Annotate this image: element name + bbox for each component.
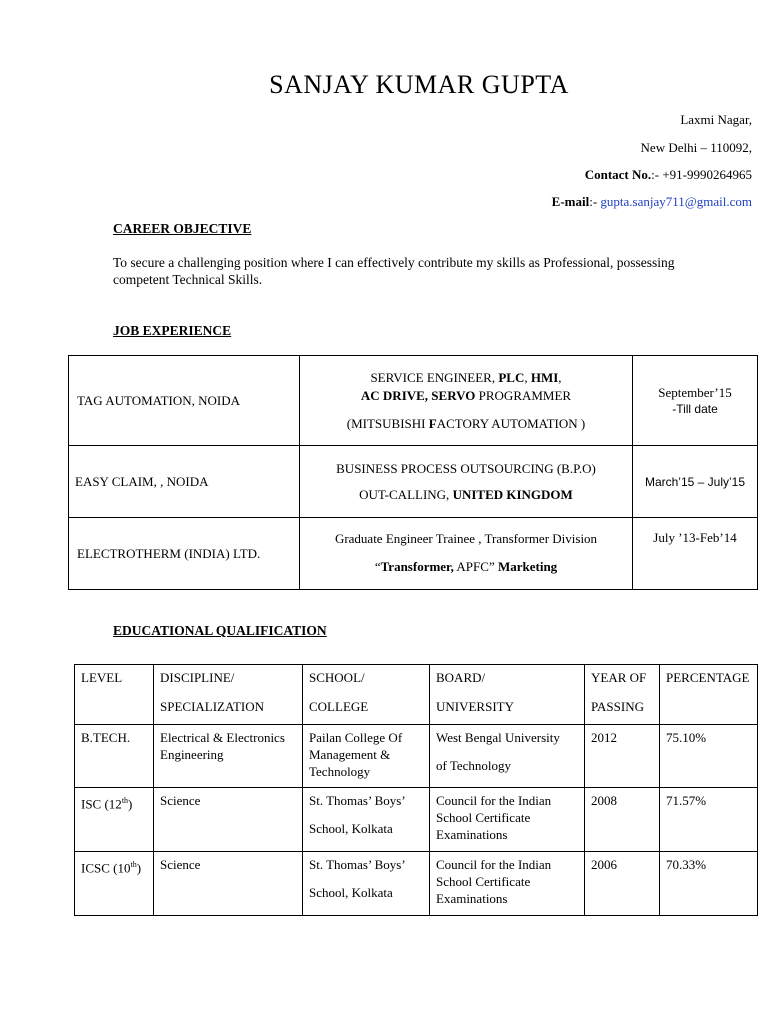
header-year: YEAR OF PASSING — [585, 665, 660, 725]
job-company: EASY CLAIM, , NOIDA — [69, 446, 300, 518]
candidate-name: SANJAY KUMAR GUPTA — [269, 70, 569, 99]
contact-value: :- +91-9990264965 — [651, 167, 752, 182]
header-discipline: DISCIPLINE/ SPECIALIZATION — [154, 665, 303, 725]
edu-level: ISC (12th) — [75, 788, 154, 852]
education-heading: EDUCATIONAL QUALIFICATION — [113, 623, 327, 638]
edu-discipline: Electrical & Electronics Engineering — [154, 725, 303, 788]
education-header-row — [75, 665, 758, 725]
edu-percentage: 71.57% — [660, 788, 758, 852]
career-objective-heading: CAREER OBJECTIVE — [113, 221, 252, 236]
edu-board: West Bengal University of Technology — [430, 725, 585, 788]
edu-board: Council for the Indian School Certificate Examinations — [430, 852, 585, 916]
edu-school: St. Thomas’ Boys’ School, Kolkata — [303, 852, 430, 916]
job-date: July ’13-Feb’14 — [633, 518, 758, 590]
job-row — [69, 518, 758, 590]
edu-school: St. Thomas’ Boys’ School, Kolkata — [303, 788, 430, 852]
job-row — [69, 356, 758, 446]
address-line-1: Laxmi Nagar, — [680, 112, 752, 127]
contact-number — [585, 167, 752, 183]
edu-discipline: Science — [154, 788, 303, 852]
career-objective-text: To secure a challenging position where I can effectively contribute my skills as Professional, possessing competent Technical Skills. — [113, 255, 675, 287]
job-row — [69, 446, 758, 518]
job-role: Graduate Engineer Trainee , Transformer Division “Transformer, APFC” Marketing — [300, 518, 633, 590]
job-role: SERVICE ENGINEER, PLC, HMI, AC DRIVE, SERVO PROGRAMMER (MITSUBISHI FACTORY AUTOMATION ) — [300, 356, 633, 446]
header-level: LEVEL — [75, 665, 154, 725]
email-line — [552, 194, 752, 210]
edu-percentage: 75.10% — [660, 725, 758, 788]
address-line-2: New Delhi – 110092, — [640, 140, 752, 155]
job-experience-table — [68, 355, 758, 590]
edu-percentage: 70.33% — [660, 852, 758, 916]
edu-board: Council for the Indian School Certificate Examinations — [430, 788, 585, 852]
header-board: BOARD/ UNIVERSITY — [430, 665, 585, 725]
header-percentage: PERCENTAGE — [660, 665, 758, 725]
header-school: SCHOOL/ COLLEGE — [303, 665, 430, 725]
edu-level: ICSC (10th) — [75, 852, 154, 916]
education-row — [75, 788, 758, 852]
edu-discipline: Science — [154, 852, 303, 916]
email-label: E-mail — [551, 194, 590, 209]
edu-year: 2008 — [585, 788, 660, 852]
edu-year: 2006 — [585, 852, 660, 916]
edu-year: 2012 — [585, 725, 660, 788]
job-date: March’15 – July’15 — [633, 446, 758, 518]
education-table — [74, 664, 758, 916]
job-company: TAG AUTOMATION, NOIDA — [69, 356, 300, 446]
job-role: BUSINESS PROCESS OUTSOURCING (B.P.O) OUT-CALLING, UNITED KINGDOM — [300, 446, 633, 518]
education-row — [75, 725, 758, 788]
email-separator: :- — [589, 194, 601, 209]
email-link[interactable]: gupta.sanjay711@gmail.com — [600, 194, 752, 209]
job-date: September’15 -Till date — [633, 356, 758, 446]
education-row — [75, 852, 758, 916]
job-experience-heading: JOB EXPERIENCE — [113, 323, 232, 338]
job-company: ELECTROTHERM (INDIA) LTD. — [69, 518, 300, 590]
contact-label: Contact No. — [584, 167, 652, 182]
edu-level: B.TECH. — [75, 725, 154, 788]
edu-school: Pailan College Of Management & Technology — [303, 725, 430, 788]
